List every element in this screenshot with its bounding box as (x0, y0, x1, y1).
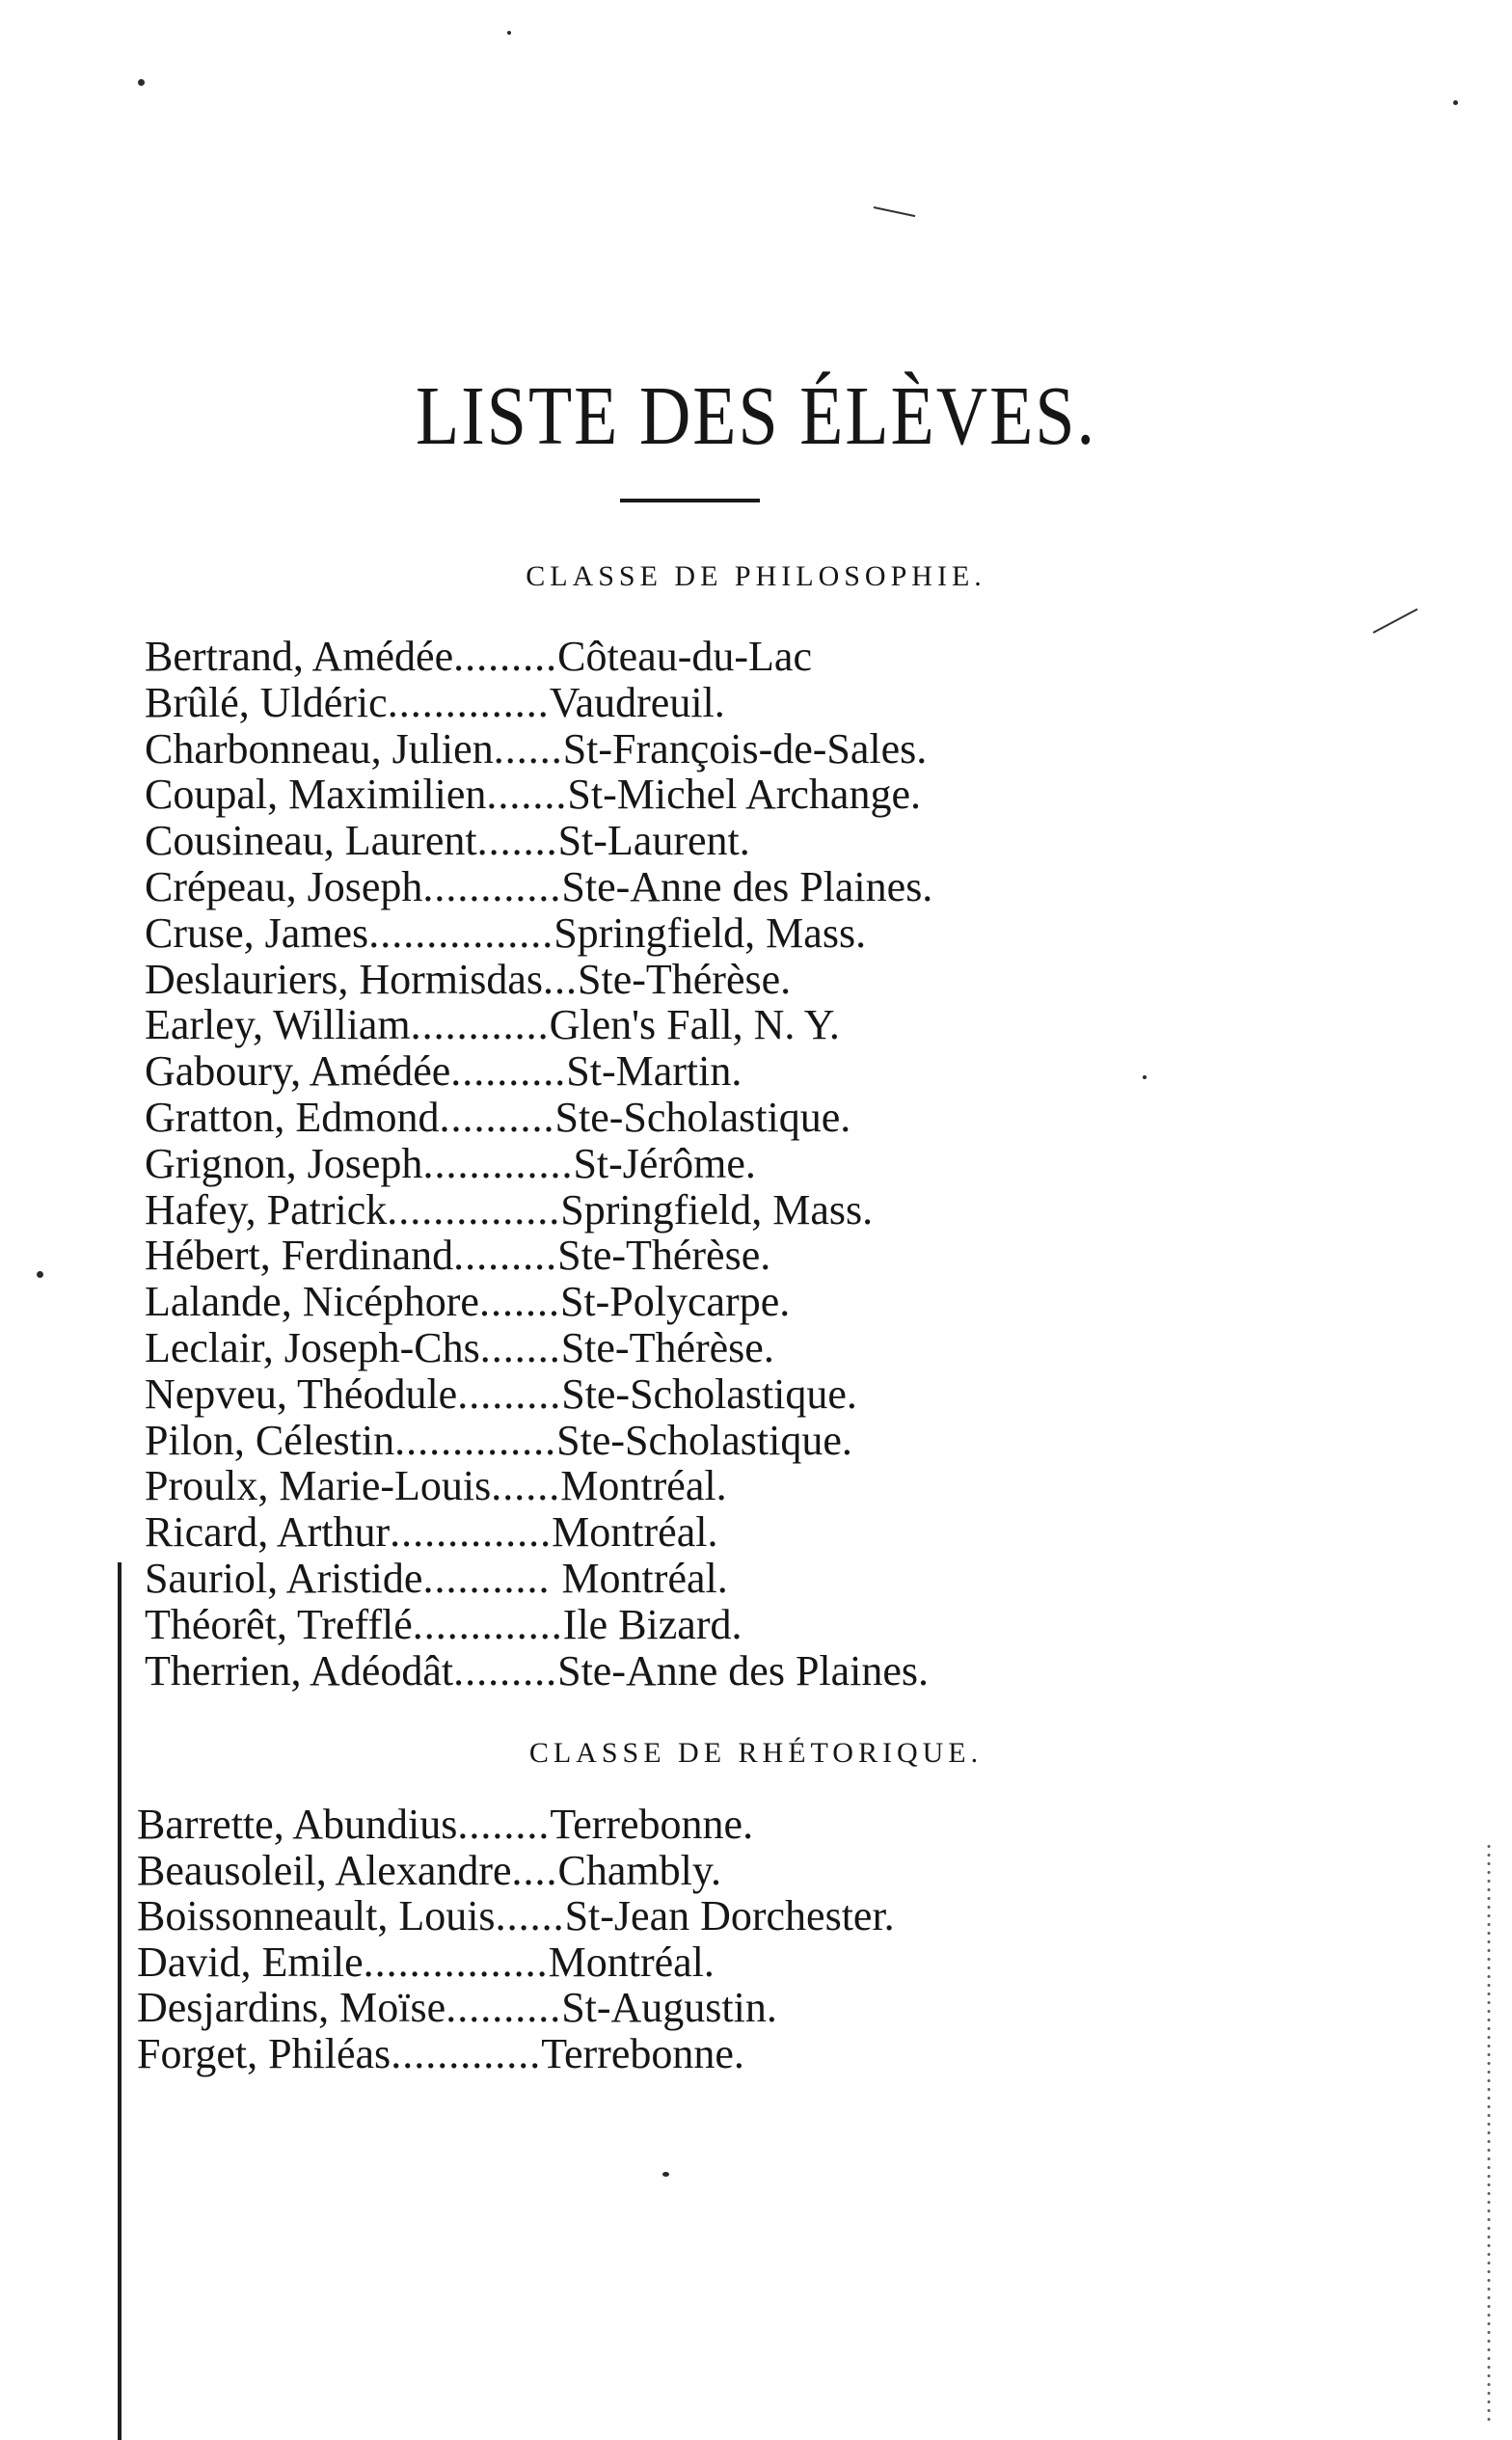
student-hometown: St-Jérôme. (573, 1139, 756, 1187)
student-name: Théorêt, Trefflé (145, 1600, 413, 1648)
dot-leader: ............. (391, 2030, 542, 2077)
student-hometown: St-Jean Dorchester. (564, 1892, 895, 1940)
student-hometown: Ste-Anne des Plaines. (561, 863, 933, 910)
student-entry (145, 1325, 774, 1371)
student-entry (145, 1048, 742, 1095)
dot-leader: ............. (422, 1139, 574, 1187)
student-hometown: St-Laurent. (557, 817, 750, 865)
student-hometown: St-Michel Archange. (567, 771, 921, 819)
student-name: Hafey, Patrick (145, 1185, 388, 1234)
dot-leader: ......... (453, 1232, 558, 1280)
student-name: Beausoleil, Alexandre (137, 1846, 512, 1894)
student-name: Desjardins, Moïse (137, 1984, 446, 2032)
student-hometown: Montréal. (560, 1462, 727, 1510)
student-entry (145, 1371, 857, 1418)
student-entry (145, 1648, 929, 1694)
student-name: Forget, Philéas (137, 2030, 392, 2077)
dot-leader: ......... (453, 633, 558, 680)
student-hometown: Montréal. (548, 1938, 715, 1986)
student-name: Nepveu, Théodule (145, 1369, 458, 1418)
student-name: Crépeau, Joseph (145, 863, 423, 910)
dot-leader: .......... (450, 1047, 567, 1096)
speck (662, 2172, 669, 2177)
student-entry (137, 1848, 721, 1894)
student-entry (137, 1893, 895, 1939)
student-entry (145, 1418, 852, 1464)
dot-leader: .............. (390, 1508, 553, 1557)
student-entry (137, 1802, 753, 1848)
student-hometown: Terrebonne. (550, 1801, 754, 1848)
student-hometown: Côteau-du-Lac (557, 633, 812, 680)
student-hometown: Springfield, Mass. (554, 908, 867, 957)
student-hometown: Ste-Thérèse. (557, 1232, 771, 1280)
student-hometown: St-Polycarpe. (559, 1278, 791, 1326)
speck (1453, 100, 1458, 105)
student-name: Boissonneault, Louis (137, 1892, 496, 1940)
student-entry (145, 1279, 790, 1325)
student-entry (145, 1556, 728, 1602)
student-entry (145, 818, 750, 864)
speck (138, 79, 145, 86)
page-title: LISTE DES ÉLÈVES. (415, 369, 1097, 464)
student-entry (145, 634, 812, 680)
dot-leader: .............. (394, 1416, 557, 1464)
dot-leader: ................ (363, 1938, 549, 1986)
student-name: Gratton, Edmond (145, 1094, 440, 1141)
student-entry (145, 772, 921, 818)
speck (1143, 1075, 1147, 1079)
student-entry (145, 726, 927, 773)
student-name: Gaboury, Amédée (145, 1047, 451, 1096)
edge-dots (1485, 1842, 1493, 2421)
student-name: Grignon, Joseph (145, 1139, 423, 1187)
student-name: Coupal, Maximilien (145, 771, 487, 819)
section-heading-rhetorique: CLASSE DE RHÉTORIQUE. (528, 1737, 984, 1769)
student-hometown: Ste-Scholastique. (561, 1369, 857, 1418)
dot-leader: ......... (457, 1369, 562, 1418)
dot-leader: ...... (495, 1892, 565, 1940)
speck (37, 1271, 43, 1278)
student-entry (145, 957, 791, 1003)
dot-leader: ...... (493, 724, 563, 773)
student-name: David, Emile (137, 1938, 364, 1986)
student-name: Proulx, Marie-Louis (145, 1462, 492, 1510)
student-name: Therrien, Adéodât (145, 1646, 454, 1694)
student-name: Earley, William (145, 1001, 411, 1049)
student-entry (145, 1509, 717, 1556)
student-hometown: Ste-Scholastique. (556, 1416, 852, 1464)
student-hometown: St-François-de-Sales. (562, 724, 928, 773)
scratch-mark (1373, 609, 1418, 634)
student-name: Pilon, Célestin (145, 1416, 395, 1464)
dot-leader: ....... (486, 771, 568, 819)
student-name: Deslauriers, Hormisdas (145, 955, 544, 1003)
dot-leader: ............ (422, 863, 562, 910)
dot-leader: ....... (478, 1278, 560, 1326)
student-name: Brûlé, Uldéric (145, 678, 388, 726)
dot-leader: ... (543, 955, 579, 1003)
student-entry (145, 1602, 742, 1648)
student-hometown: Ile Bizard. (562, 1600, 742, 1648)
student-name: Sauriol, Aristide (145, 1555, 423, 1602)
dot-leader: .......... (439, 1094, 555, 1141)
dot-leader: ................ (368, 908, 554, 957)
student-entry (145, 680, 725, 726)
student-hometown: Ste-Anne des Plaines. (557, 1646, 930, 1694)
student-name: Barrette, Abundius (137, 1801, 458, 1848)
student-entry (145, 1463, 727, 1509)
title-rule (620, 499, 760, 502)
student-name: Leclair, Joseph-Chs (145, 1324, 480, 1371)
dot-leader: ............. (412, 1600, 563, 1648)
student-hometown: Vaudreuil. (549, 678, 725, 726)
student-hometown: Ste-Thérèse. (560, 1324, 774, 1371)
student-hometown: Glen's Fall, N. Y. (549, 1001, 840, 1049)
dot-leader: ........... (422, 1555, 562, 1602)
dot-leader: ....... (479, 1324, 561, 1371)
dot-leader: .......... (446, 1984, 562, 2032)
student-hometown: Springfield, Mass. (560, 1185, 874, 1234)
student-hometown: Ste-Thérèse. (578, 955, 792, 1003)
dot-leader: ............ (410, 1001, 550, 1049)
scratch-mark (874, 206, 915, 217)
dot-leader: .............. (387, 678, 550, 726)
student-entry (145, 1233, 770, 1279)
student-entry (137, 1939, 715, 1986)
dot-leader: ....... (476, 817, 558, 865)
dot-leader: ........ (457, 1801, 551, 1848)
student-entry (145, 1002, 840, 1048)
student-hometown: Ste-Scholastique. (554, 1094, 851, 1141)
student-name: Cruse, James (145, 908, 369, 957)
student-hometown: Montréal. (561, 1555, 728, 1602)
student-hometown: St-Augustin. (561, 1984, 777, 2032)
student-entry (137, 2031, 744, 2077)
student-entry (145, 864, 932, 910)
student-name: Cousineau, Laurent (145, 817, 477, 865)
student-name: Bertrand, Amédée (145, 633, 454, 680)
student-entry (137, 1985, 777, 2031)
student-hometown: Chambly. (557, 1846, 722, 1894)
dot-leader: ......... (453, 1646, 558, 1694)
speck (507, 31, 511, 35)
dot-leader: .... (511, 1846, 558, 1894)
student-name: Charbonneau, Julien (145, 724, 494, 773)
student-name: Ricard, Arthur (145, 1508, 391, 1557)
student-hometown: St-Martin. (566, 1047, 742, 1096)
student-entry (145, 1141, 756, 1187)
student-name: Hébert, Ferdinand (145, 1232, 454, 1280)
section-heading-philosophie: CLASSE DE PHILOSOPHIE. (526, 560, 986, 592)
dot-leader: ............... (387, 1185, 561, 1234)
student-hometown: Terrebonne. (541, 2030, 744, 2077)
student-hometown: Montréal. (552, 1508, 718, 1557)
student-entry (145, 1187, 873, 1234)
student-entry (145, 910, 866, 957)
student-name: Lalande, Nicéphore (145, 1278, 479, 1326)
student-entry (145, 1095, 850, 1141)
dot-leader: ...... (491, 1462, 561, 1510)
margin-bar (118, 1562, 122, 2440)
